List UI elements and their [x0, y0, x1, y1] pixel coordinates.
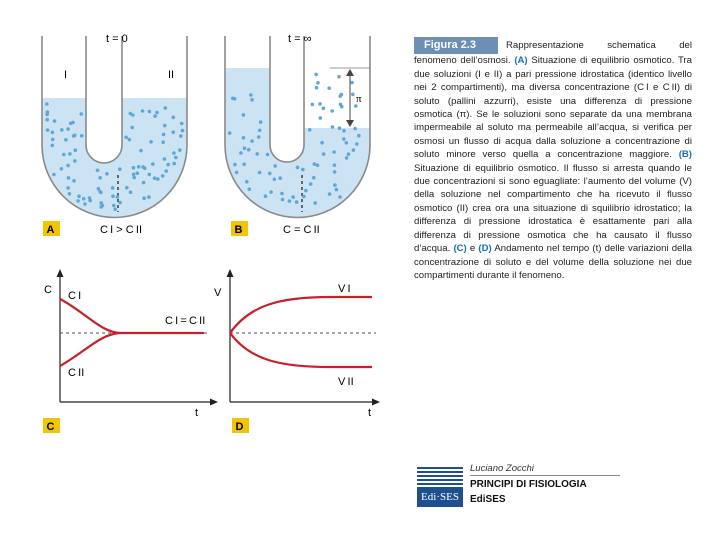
solute-dot: [302, 195, 306, 199]
solute-dot: [242, 113, 246, 117]
panel-a-tag: A: [46, 224, 55, 236]
solute-dot: [64, 138, 68, 142]
solute-dot: [233, 163, 237, 167]
panel-d-x-label: t: [368, 407, 372, 419]
solute-dot: [333, 163, 337, 167]
solute-dot: [350, 81, 354, 85]
solute-dot: [335, 188, 339, 192]
solute-dot: [174, 156, 178, 160]
book-title: PRINCIPI DI FISIOLOGIA: [470, 479, 587, 490]
panel-d-curve-vi: [230, 297, 372, 333]
solute-dot: [172, 162, 176, 166]
solute-dot: [45, 102, 49, 106]
solute-dot: [172, 130, 176, 134]
solute-dot: [128, 138, 132, 142]
solute-dot: [337, 75, 341, 79]
solute-dot: [142, 196, 146, 200]
panel-d-y-label: V: [214, 287, 222, 299]
solute-dot: [269, 190, 273, 194]
solute-dot: [280, 192, 284, 196]
solute-dot: [247, 148, 251, 152]
solute-dot: [51, 131, 55, 135]
solute-dot: [301, 168, 305, 172]
solute-dot: [76, 199, 80, 203]
solute-dot: [266, 153, 270, 157]
publisher-logo: [417, 465, 463, 507]
solute-dot: [53, 119, 57, 123]
solute-dot: [235, 171, 239, 175]
solute-dot: [239, 151, 243, 155]
publisher-name: EdiSES: [470, 494, 506, 505]
publisher-rule: [470, 475, 620, 476]
solute-dot: [338, 94, 342, 98]
solute-dot: [136, 171, 140, 175]
solute-dot: [351, 93, 355, 97]
solute-dot: [315, 86, 319, 90]
panel-d-curve-vii: [230, 333, 372, 367]
solute-dot: [327, 86, 331, 90]
solute-dot: [131, 113, 135, 117]
solute-dot: [273, 178, 277, 182]
solute-dot: [311, 103, 315, 107]
solute-dot: [51, 144, 55, 148]
solute-dot: [98, 190, 102, 194]
panel-b-utube: [225, 36, 370, 218]
solute-dot: [125, 186, 129, 190]
panel-c-label-equal: C I = C II: [165, 315, 206, 327]
caption-text-cd: Andamento nel tempo (t) delle variazioni della concentrazione di soluto e del volume della soluzione nei due compartimenti durante il fenomeno.: [414, 243, 692, 281]
solute-dot: [243, 147, 247, 151]
panel-b-water: [225, 68, 370, 218]
solute-dot: [130, 126, 134, 130]
solute-dot: [113, 207, 117, 211]
solute-dot: [328, 192, 332, 196]
solute-dot: [148, 110, 152, 114]
solute-dot: [46, 128, 50, 132]
solute-dot: [342, 137, 346, 141]
panel-b-time-label: t = ∞: [288, 33, 312, 45]
solute-dot: [149, 140, 153, 144]
solute-dot: [228, 131, 232, 135]
solute-dot: [231, 97, 235, 101]
solute-dot: [132, 173, 136, 177]
solute-dot: [178, 148, 182, 152]
solute-dot: [342, 129, 346, 133]
solute-dot: [180, 122, 184, 126]
solute-dot: [250, 98, 254, 102]
solute-dot: [66, 127, 70, 131]
panel-d-label-vii: V II: [338, 376, 354, 388]
solute-dot: [345, 141, 349, 145]
solute-dot: [80, 112, 84, 116]
solute-dot: [331, 125, 335, 129]
solute-dot: [313, 162, 317, 166]
solute-dot: [82, 197, 86, 201]
solute-dot: [118, 201, 122, 205]
solute-dot: [163, 157, 167, 161]
solute-dot: [67, 176, 71, 180]
solute-dot: [66, 164, 70, 168]
solute-dot: [278, 176, 282, 180]
panel-c-label-cii: C II: [68, 367, 85, 379]
solute-dot: [153, 176, 157, 180]
panel-c-y-arrowhead: [57, 269, 64, 277]
solute-dot: [80, 134, 84, 138]
solute-dot: [139, 149, 143, 153]
solute-dot: [172, 151, 176, 155]
solute-dot: [333, 170, 337, 174]
solute-dot: [248, 187, 252, 191]
solute-dot: [259, 120, 263, 124]
solute-dot: [51, 138, 55, 142]
solute-dot: [345, 156, 349, 160]
solute-dot: [46, 110, 50, 114]
solute-dot: [309, 182, 313, 186]
solute-dot: [73, 159, 77, 163]
solute-dot: [155, 111, 159, 115]
panel-d-label-vi: V I: [338, 283, 351, 295]
solute-dot: [242, 163, 246, 167]
solute-dot: [245, 180, 249, 184]
figure-label: Figura 2.3: [414, 37, 498, 54]
solute-dot: [318, 102, 322, 106]
panel-d-y-arrowhead: [227, 269, 234, 277]
panel-a-compartment-ii: II: [168, 69, 175, 81]
solute-dot: [112, 204, 116, 208]
solute-dot: [73, 134, 77, 138]
panel-c-x-label: t: [195, 407, 199, 419]
solute-dot: [353, 127, 357, 131]
solute-dot: [68, 192, 72, 196]
solute-dot: [314, 73, 318, 77]
solute-dot: [153, 114, 157, 118]
panel-a-compartment-i: I: [64, 69, 68, 81]
solute-dot: [172, 116, 176, 120]
solute-dot: [45, 118, 49, 122]
panel-a-utube: [42, 36, 187, 218]
solute-dot: [316, 81, 320, 85]
panel-c-y-label: C: [44, 284, 52, 296]
panel-d-tag: D: [235, 421, 244, 433]
solute-dot: [83, 202, 87, 206]
solute-dot: [357, 134, 361, 138]
solute-dot: [111, 186, 115, 190]
solute-dot: [288, 199, 292, 203]
caption-ref-d: (D): [478, 243, 492, 255]
panel-d-x-arrowhead: [372, 399, 380, 406]
solute-dot: [313, 201, 317, 205]
solute-dot: [98, 176, 102, 180]
solute-dot: [52, 173, 56, 177]
solute-dot: [148, 173, 152, 177]
solute-dot: [291, 195, 295, 199]
publisher-logo-stripes: [417, 465, 463, 487]
solute-dot: [88, 196, 92, 200]
solute-dot: [258, 171, 262, 175]
solute-dot: [151, 162, 155, 166]
panel-b-caption: C = C II: [283, 224, 320, 236]
solute-dot: [161, 174, 165, 178]
caption-text-a: Situazione di equilibrio osmotico. Tra due soluzioni (I e II) a pari pressione idrostatica (identico livello nei 2 compartimenti), ma diversa concentrazione (C I e C II) di soluto (pallini azzurri), esiste una differenza di pressione osmotica (π). Se le soluzioni sono separate da una membrana impermeabile al soluto ma permeabile all’acqua, si verifica per osmosi un flusso di acqua dalla soluzione a concentrazione di soluto minore verso quella a concentrazione maggiore.: [414, 55, 692, 161]
publisher-block: [417, 463, 617, 509]
solute-dot: [295, 200, 299, 204]
solute-dot: [319, 116, 323, 120]
solute-dot: [330, 109, 334, 113]
solute-dot: [162, 133, 166, 137]
solute-dot: [77, 195, 81, 199]
solute-dot: [340, 105, 344, 109]
solute-dot: [96, 169, 100, 173]
panel-c-tag: C: [46, 421, 55, 433]
figure-caption: [414, 37, 692, 282]
solute-dot: [137, 165, 141, 169]
solute-dot: [62, 153, 66, 157]
solute-dot: [132, 176, 136, 180]
publisher-logo-text: Edi·SES: [421, 491, 459, 503]
solute-dot: [249, 93, 253, 97]
solute-dot: [322, 107, 326, 111]
solute-dot: [66, 186, 70, 190]
solute-dot: [338, 126, 342, 130]
solute-dot: [72, 179, 76, 183]
solute-dot: [281, 198, 285, 202]
solute-dot: [242, 136, 246, 140]
solute-dot: [257, 135, 261, 139]
solute-dot: [111, 194, 115, 198]
solute-dot: [68, 152, 72, 156]
solute-dot: [105, 172, 109, 176]
solute-dot: [304, 189, 308, 193]
panel-c-curve-cii: [60, 333, 120, 366]
solute-dot: [163, 124, 167, 128]
solute-dot: [179, 134, 183, 138]
solute-dot: [99, 205, 103, 209]
solute-dot: [161, 140, 165, 144]
solute-dot: [124, 136, 128, 140]
panel-b-pi-arrowhead-up: [346, 69, 354, 76]
panel-b-tag: B: [234, 224, 243, 236]
caption-ref-b: (B): [678, 149, 693, 161]
solute-dot: [352, 148, 356, 152]
caption-and: e: [469, 243, 476, 255]
solute-dot: [355, 142, 359, 146]
solute-dot: [181, 129, 185, 133]
solute-dot: [142, 181, 146, 185]
solute-dot: [322, 152, 326, 156]
solute-dot: [316, 163, 320, 167]
caption-intro: Rappresentazione schematica del fenomeno dell’osmosi.: [414, 40, 692, 67]
solute-dot: [60, 128, 64, 132]
solute-dot: [164, 169, 168, 173]
solute-dot: [250, 139, 254, 143]
panel-a-caption: C I > C II: [100, 224, 142, 236]
solute-dot: [69, 122, 73, 126]
solute-dot: [166, 163, 170, 167]
solute-dot: [74, 148, 78, 152]
panel-c-label-ci: C I: [68, 290, 82, 302]
solute-dot: [118, 167, 122, 171]
panel-d-graph: [227, 269, 381, 406]
solute-dot: [255, 152, 259, 156]
solute-dot: [273, 164, 277, 168]
solute-dot: [312, 176, 316, 180]
solute-dot: [141, 109, 145, 113]
caption-text-b: Situazione di equilibrio osmotico. Il flusso si arresta quando le due concentrazioni si sono eguagliate: l’aumento del volume (V) della soluzione nel compartimento che ha ricevuto il flusso osmotico (II) crea ora una situazione di squilibrio idrostatico; la differenza di pressione idrostatica è esattamente pari alla differenza di pressione osmotica che ha causato il flusso d’acqua.: [414, 162, 692, 255]
solute-dot: [141, 165, 145, 169]
caption-ref-a: (A): [514, 55, 528, 67]
solute-dot: [332, 150, 336, 154]
book-author: Luciano Zocchi: [470, 463, 534, 474]
solute-dot: [147, 195, 151, 199]
panel-b-pi-label: π: [356, 93, 362, 105]
solute-dot: [347, 152, 351, 156]
solute-dot: [308, 128, 312, 132]
solute-dot: [164, 106, 168, 110]
solute-dot: [60, 167, 64, 171]
panel-a-time-label: t = 0: [106, 33, 128, 45]
solute-dot: [156, 177, 160, 181]
solute-dot: [333, 183, 337, 187]
solute-dot: [264, 194, 268, 198]
solute-dot: [320, 141, 324, 145]
solute-dot: [132, 166, 136, 170]
panel-b-pi-arrowhead-down: [346, 120, 354, 127]
solute-dot: [129, 190, 133, 194]
panel-c-x-arrowhead: [210, 399, 218, 406]
solute-dot: [296, 166, 300, 170]
solute-dot: [116, 195, 120, 199]
caption-ref-c: (C): [453, 243, 467, 255]
solute-dot: [258, 129, 262, 133]
solute-dot: [268, 172, 272, 176]
solute-dot: [338, 195, 342, 199]
